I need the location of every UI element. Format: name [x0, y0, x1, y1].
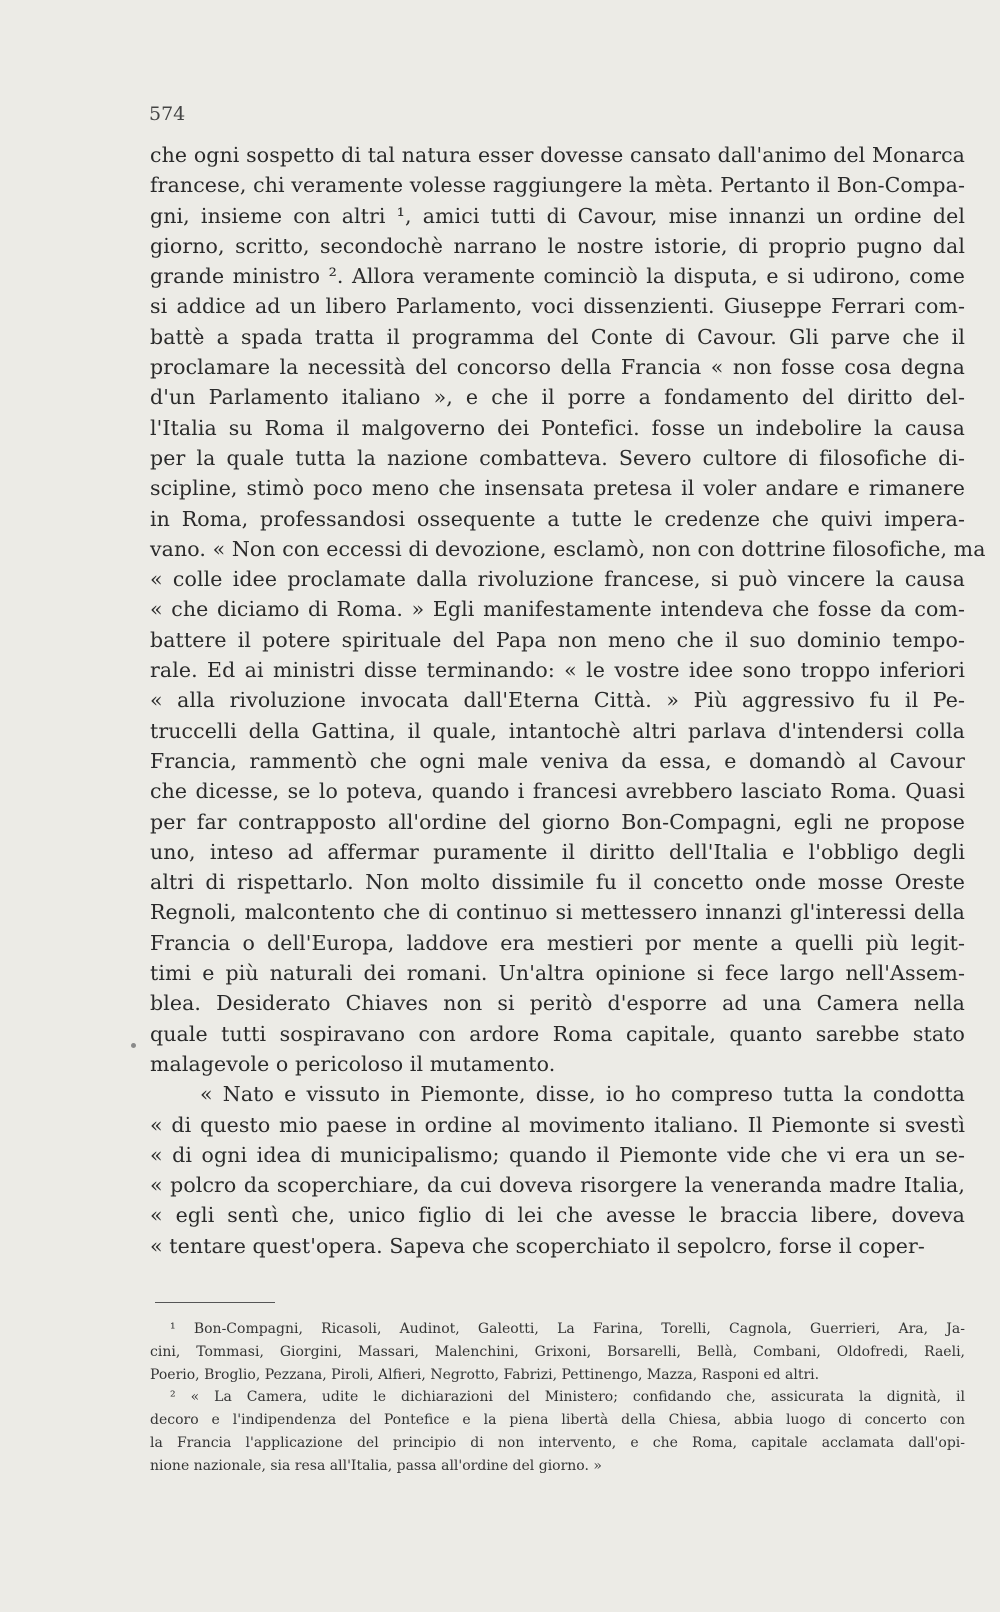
body-line: Francia o dell'Europa, laddove era mestieri por mente a quelli più legit- — [150, 930, 965, 955]
body-line: per la quale tutta la nazione combatteva. Severo cultore di filosofiche di- — [150, 445, 965, 470]
body-line: blea. Desiderato Chiaves non si peritò d'esporre ad una Camera nella — [150, 991, 965, 1016]
footnote-line: decoro e l'indipendenza del Pontefice e la piena libertà della Chiesa, abbia luogo di concerto con — [150, 1412, 965, 1429]
footnote-line: ¹ Bon-Compagni, Ricasoli, Audinot, Galeotti, La Farina, Torelli, Cagnola, Guerrieri, Ara, Ja- — [170, 1321, 965, 1337]
body-line: « polcro da scoperchiare, da cui doveva risorgere la veneranda madre Italia, — [150, 1173, 965, 1198]
footnote-line: la Francia l'applicazione del principio di non intervento, e che Roma, capitale acclamata dall'opi- — [150, 1434, 965, 1451]
body-line: Francia, rammentò che ogni male veniva da essa, e domandò al Cavour — [150, 748, 965, 773]
body-line: « che diciamo di Roma. » Egli manifestamente intendeva che fosse da com- — [150, 597, 965, 622]
body-line: « di ogni idea di municipalismo; quando il Piemonte vide che vi era un se- — [150, 1142, 965, 1167]
body-line: malagevole o pericoloso il mutamento. — [150, 1051, 556, 1076]
body-line: truccelli della Gattina, il quale, intantochè altri parlava d'intendersi colla — [150, 718, 965, 743]
body-line: vano. « Non con eccessi di devozione, esclamò, non con dottrine filosofiche, ma — [150, 536, 986, 561]
body-line: scipline, stimò poco meno che insensata pretesa il voler andare e rimanere — [150, 476, 965, 501]
body-line: l'Italia su Roma il malgoverno dei Pontefici. fosse un indebolire la causa — [150, 415, 965, 440]
body-line: « colle idee proclamate dalla rivoluzione francese, si può vincere la causa — [150, 567, 965, 592]
body-line: « egli sentì che, unico figlio di lei che avesse le braccia libere, doveva — [150, 1203, 965, 1228]
page-number: 574 — [149, 103, 186, 125]
body-line: « di questo mio paese in ordine al movimento italiano. Il Piemonte si svestì — [150, 1112, 965, 1137]
body-line: che dicesse, se lo poteva, quando i francesi avrebbero lasciato Roma. Quasi — [150, 779, 965, 804]
body-line: timi e più naturali dei romani. Un'altra opinione si fece largo nell'Assem- — [150, 961, 965, 986]
footnote-line: ² « La Camera, udite le dichiarazioni del Ministero; confidando che, assicurata la dignità, il — [170, 1389, 965, 1406]
body-line: proclamare la necessità del concorso della Francia « non fosse cosa degna — [150, 355, 965, 380]
footnote-line: cini, Tommasi, Giorgini, Massari, Malenchini, Grixoni, Borsarelli, Bellà, Combani, Oldofredi, Raeli, — [150, 1343, 965, 1360]
body-line: si addice ad un libero Parlamento, voci dissenzienti. Giuseppe Ferrari com- — [150, 294, 965, 319]
body-line: « Nato e vissuto in Piemonte, disse, io ho compreso tutta la condotta — [200, 1082, 965, 1107]
body-line: uno, inteso ad affermar puramente il diritto dell'Italia e l'obbligo degli — [150, 839, 965, 864]
footnote-divider — [155, 1302, 275, 1303]
body-line: battè a spada tratta il programma del Conte di Cavour. Gli parve che il — [150, 324, 965, 349]
body-line: Regnoli, malcontento che di continuo si mettessero innanzi gl'interessi della — [150, 900, 965, 925]
body-line: quale tutti sospiravano con ardore Roma capitale, quanto sarebbe stato — [150, 1021, 965, 1046]
body-line: d'un Parlamento italiano », e che il porre a fondamento del diritto del- — [150, 385, 965, 410]
body-line: battere il potere spirituale del Papa non meno che il suo dominio tempo- — [150, 627, 965, 652]
body-line: francese, chi veramente volesse raggiungere la mèta. Pertanto il Bon-Compa- — [150, 173, 965, 198]
paper-speck — [131, 1043, 136, 1048]
body-line: grande ministro ². Allora veramente cominciò la disputa, e si udirono, come — [150, 264, 965, 289]
footnotes — [150, 1318, 965, 1478]
body-line: in Roma, professandosi ossequente a tutte le credenze che quivi impera- — [150, 506, 965, 531]
footnote-line: nione nazionale, sia resa all'Italia, passa all'ordine del giorno. » — [150, 1457, 602, 1474]
body-line: giorno, scritto, secondochè narrano le nostre istorie, di proprio pugno dal — [150, 233, 965, 258]
body-line: gni, insieme con altri ¹, amici tutti di Cavour, mise innanzi un ordine del — [150, 203, 965, 228]
body-text — [150, 140, 986, 1261]
body-line: « tentare quest'opera. Sapeva che scoperchiato il sepolcro, forse il coper- — [150, 1233, 925, 1258]
body-line: rale. Ed ai ministri disse terminando: « le vostre idee sono troppo inferiori — [150, 658, 965, 683]
body-line: altri di rispettarlo. Non molto dissimile fu il concetto onde mosse Oreste — [150, 870, 965, 895]
body-line: « alla rivoluzione invocata dall'Eterna Città. » Più aggressivo fu il Pe- — [150, 688, 965, 713]
body-line: che ogni sospetto di tal natura esser dovesse cansato dall'animo del Monarca — [150, 143, 965, 167]
footnote-line: Poerio, Broglio, Pezzana, Piroli, Alfieri, Negrotto, Fabrizi, Pettinengo, Mazza, Rasponi ed altri. — [150, 1366, 820, 1383]
body-line: per far contrapposto all'ordine del giorno Bon-Compagni, egli ne propose — [150, 809, 965, 834]
